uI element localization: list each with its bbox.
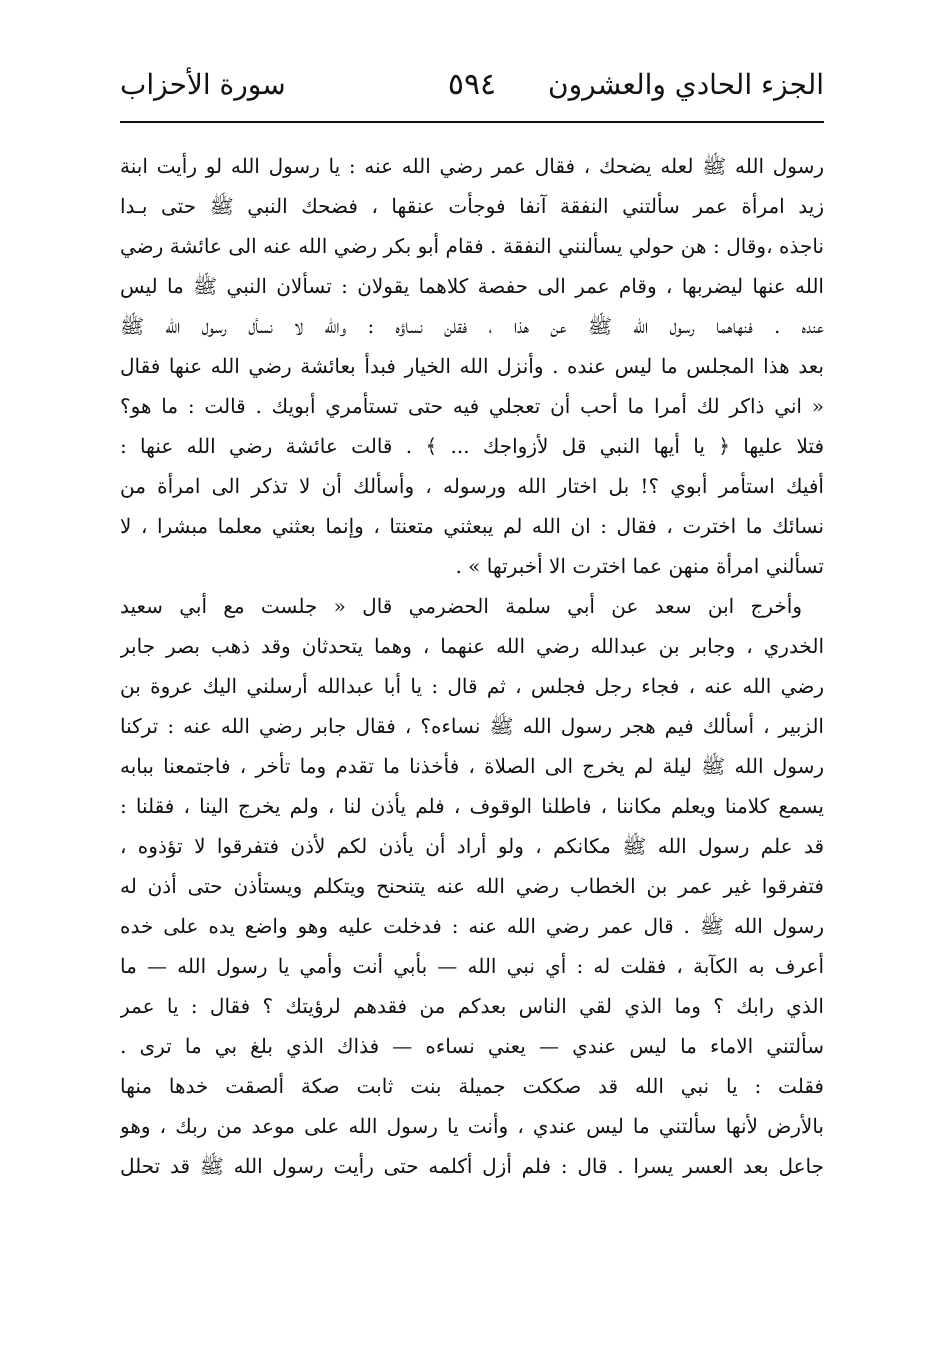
text-line: الله عنها ليضربها ، وقام عمر الى حفصة كلاهما يقولان : تسألان النبي ﷺ ما ليس bbox=[120, 274, 824, 298]
text-line: ناجذه ،وقال : هن حولي يسألنني النفقة . فقام أبو بكر رضي الله عنه الى عائشة رضي bbox=[120, 234, 824, 258]
text-line: وأخرج ابن سعد عن أبي سلمة الحضرمي قال « جلست مع أبي سعيد bbox=[120, 594, 802, 618]
header-rule bbox=[120, 121, 824, 123]
text-line: بالأرض لأنها سألتني ما ليس عندي ، وأنت يا رسول الله على موعد من ربك ، وهو bbox=[120, 1114, 824, 1138]
page-number: ٥٩٤ bbox=[447, 67, 497, 102]
text-line: فتفرقوا غير عمر بن الخطاب رضي الله عنه يتنحنح ويتكلم ويستأذن حتى أذن له bbox=[120, 874, 824, 898]
text-line: رسول الله ﷺ ليلة لم يخرج الى الصلاة ، فأخذنا ما تقدم وما تأخر ، فاجتمعنا ببابه bbox=[120, 754, 824, 778]
text-line: رسول الله ﷺ . قال عمر رضي الله عنه : فدخلت عليه وهو واضع يده على خده bbox=[120, 914, 824, 938]
text-line: بعد هذا المجلس ما ليس عنده . وأنزل الله الخيار فبدأ بعائشة رضي الله عنها فقال bbox=[120, 354, 824, 378]
text-line: تسألني امرأة منهن عما اخترت الا أخبرتها » . bbox=[455, 554, 824, 578]
text-line: فقلت : يا نبي الله قد صككت جميلة بنت ثابت صكة ألصقت خدها منها bbox=[120, 1074, 824, 1098]
text-line: « اني ذاكر لك أمرا ما أحب أن تعجلي فيه حتى تستأمري أبويك . قالت : ما هو؟ bbox=[120, 394, 824, 418]
text-line: رضي الله عنه ، فجاء رجل فجلس ، ثم قال : يا أبا عبدالله أرسلني اليك عروة بن bbox=[120, 674, 824, 698]
text-line: عنده . فنهاهما رسول الله ﷺ عن هذا ، فقلن نساؤه : والله لا نسأل رسول الله ﷺ bbox=[120, 314, 824, 338]
text-line: رسول الله ﷺ لعله يضحك ، فقال عمر رضي الله عنه : يا رسول الله لو رأيت ابنة bbox=[120, 154, 824, 178]
text-line: الذي رابك ؟ وما الذي لقي الناس بعدكم من فقدهم لرؤيتك ؟ فقال : يا عمر bbox=[120, 994, 824, 1018]
text-line: زيد امرأة عمر سألتني النفقة آنفا فوجأت عنقها ، فضحك النبي ﷺ حتى بـدا bbox=[120, 194, 824, 218]
text-line: أعرف به الكآبة ، فقلت له : أي نبي الله — بأبي أنت وأمي يا رسول الله — ما bbox=[120, 954, 824, 978]
text-line: فتلا عليها ﴿ يا أيها النبي قل لأزواجك ... ﴾ . قالت عائشة رضي الله عنها : bbox=[120, 434, 824, 458]
page-body bbox=[120, 146, 824, 1186]
text-line: جاعل بعد العسر يسرا . قال : فلم أزل أكلمه حتى رأيت رسول الله ﷺ قد تحلل bbox=[120, 1154, 824, 1178]
text-line: نسائك ما اخترت ، فقال : ان الله لم يبعثني متعنتا ، وإنما بعثني معلما مبشرا ، لا bbox=[120, 514, 824, 538]
page-header bbox=[120, 62, 824, 112]
surah-title: سورة الأحزاب bbox=[120, 68, 286, 101]
text-line: الزبير ، أسألك فيم هجر رسول الله ﷺ نساءه؟ ، فقال جابر رضي الله عنه : تركنا bbox=[120, 714, 824, 738]
text-line: سألتني الاماء ما ليس عندي — يعني نساءه — فذاك الذي بلغ بي ما ترى . bbox=[120, 1034, 824, 1058]
text-line: أفيك استأمر أبوي ؟! بل اختار الله ورسوله ، وأسألك أن لا تذكر الى امرأة من bbox=[120, 474, 824, 498]
text-line: يسمع كلامنا ويعلم مكاننا ، فاطلنا الوقوف ، فلم يأذن لنا ، ولم يخرج الينا ، فقلنا : bbox=[120, 794, 824, 818]
part-title: الجزء الحادي والعشرون bbox=[548, 68, 824, 101]
text-line: قد علم رسول الله ﷺ مكانكم ، ولو أراد أن يأذن لكم لأذن فتفرقوا لا تؤذوه ، bbox=[120, 834, 824, 858]
text-line: الخدري ، وجابر بن عبدالله رضي الله عنهما ، وهما يتحدثان وقد ذهب بصر جابر bbox=[120, 634, 824, 658]
